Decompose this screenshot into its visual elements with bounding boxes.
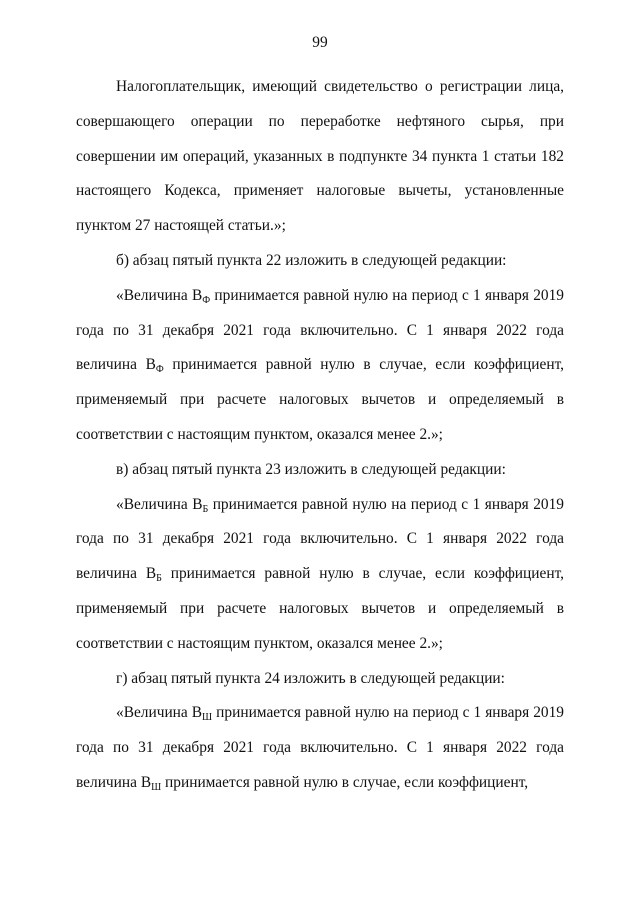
paragraph-amendment-b: б) абзац пятый пункта 22 изложить в следующей редакции: — [116, 251, 507, 269]
page-number: 99 — [312, 34, 328, 51]
document-body — [76, 70, 564, 801]
subscript-f: Ф — [155, 364, 164, 376]
paragraph-value-vf: «Величина $В_Ф$ принимается равной нулю на период с 1 января 2019 года по 31 декабря 2021 года включительно. С 1 января 2022 года величина $В_Ф$ принимается равной нулю в случае, если коэффициент, применяемый при расчете налоговых вычетов и определяемый в соответствии с настоящим пунктом, оказался менее 2.»; — [76, 286, 564, 443]
paragraph-value-vsh: «Величина $В_Ш$ принимается равной нулю на период с 1 января 2019 года по 31 декабря 2021 года включительно. С 1 января 2022 года величина $В_Ш$ принимается равной нулю в случае, если коэффициент, — [76, 704, 564, 793]
paragraph-amendment-g: г) абзац пятый пункта 24 изложить в следующей редакции: — [116, 669, 505, 687]
subscript-b: Б — [156, 573, 162, 585]
subscript-sh: Ш — [202, 712, 213, 724]
paragraph-amendment-v: в) абзац пятый пункта 23 изложить в следующей редакции: — [116, 460, 506, 478]
subscript-b: Б — [202, 503, 209, 515]
subscript-sh: Ш — [151, 781, 162, 793]
paragraph-value-vb: «Величина $В_Б$ принимается равной нулю на период с 1 января 2019 года по 31 декабря 2021 года включительно. С 1 января 2022 года величина $В_Б$ принимается равной нулю в случае, если коэффициент, применяемый при расчете налоговых вычетов и определяемый в соответствии с настоящим пунктом, оказался менее 2.»; — [76, 495, 564, 652]
paragraph-taxpayer-certificate: Налогоплательщик, имеющий свидетельство о регистрации лица, совершающего операции по переработке нефтяного сырья, при совершении им операций, указанных в подпункте 34 пункта 1 статьи 182 настоящего Кодекса, применяет налоговые вычеты, установленные пунктом 27 настоящей статьи.»; — [76, 78, 564, 235]
subscript-f: Ф — [202, 294, 211, 306]
